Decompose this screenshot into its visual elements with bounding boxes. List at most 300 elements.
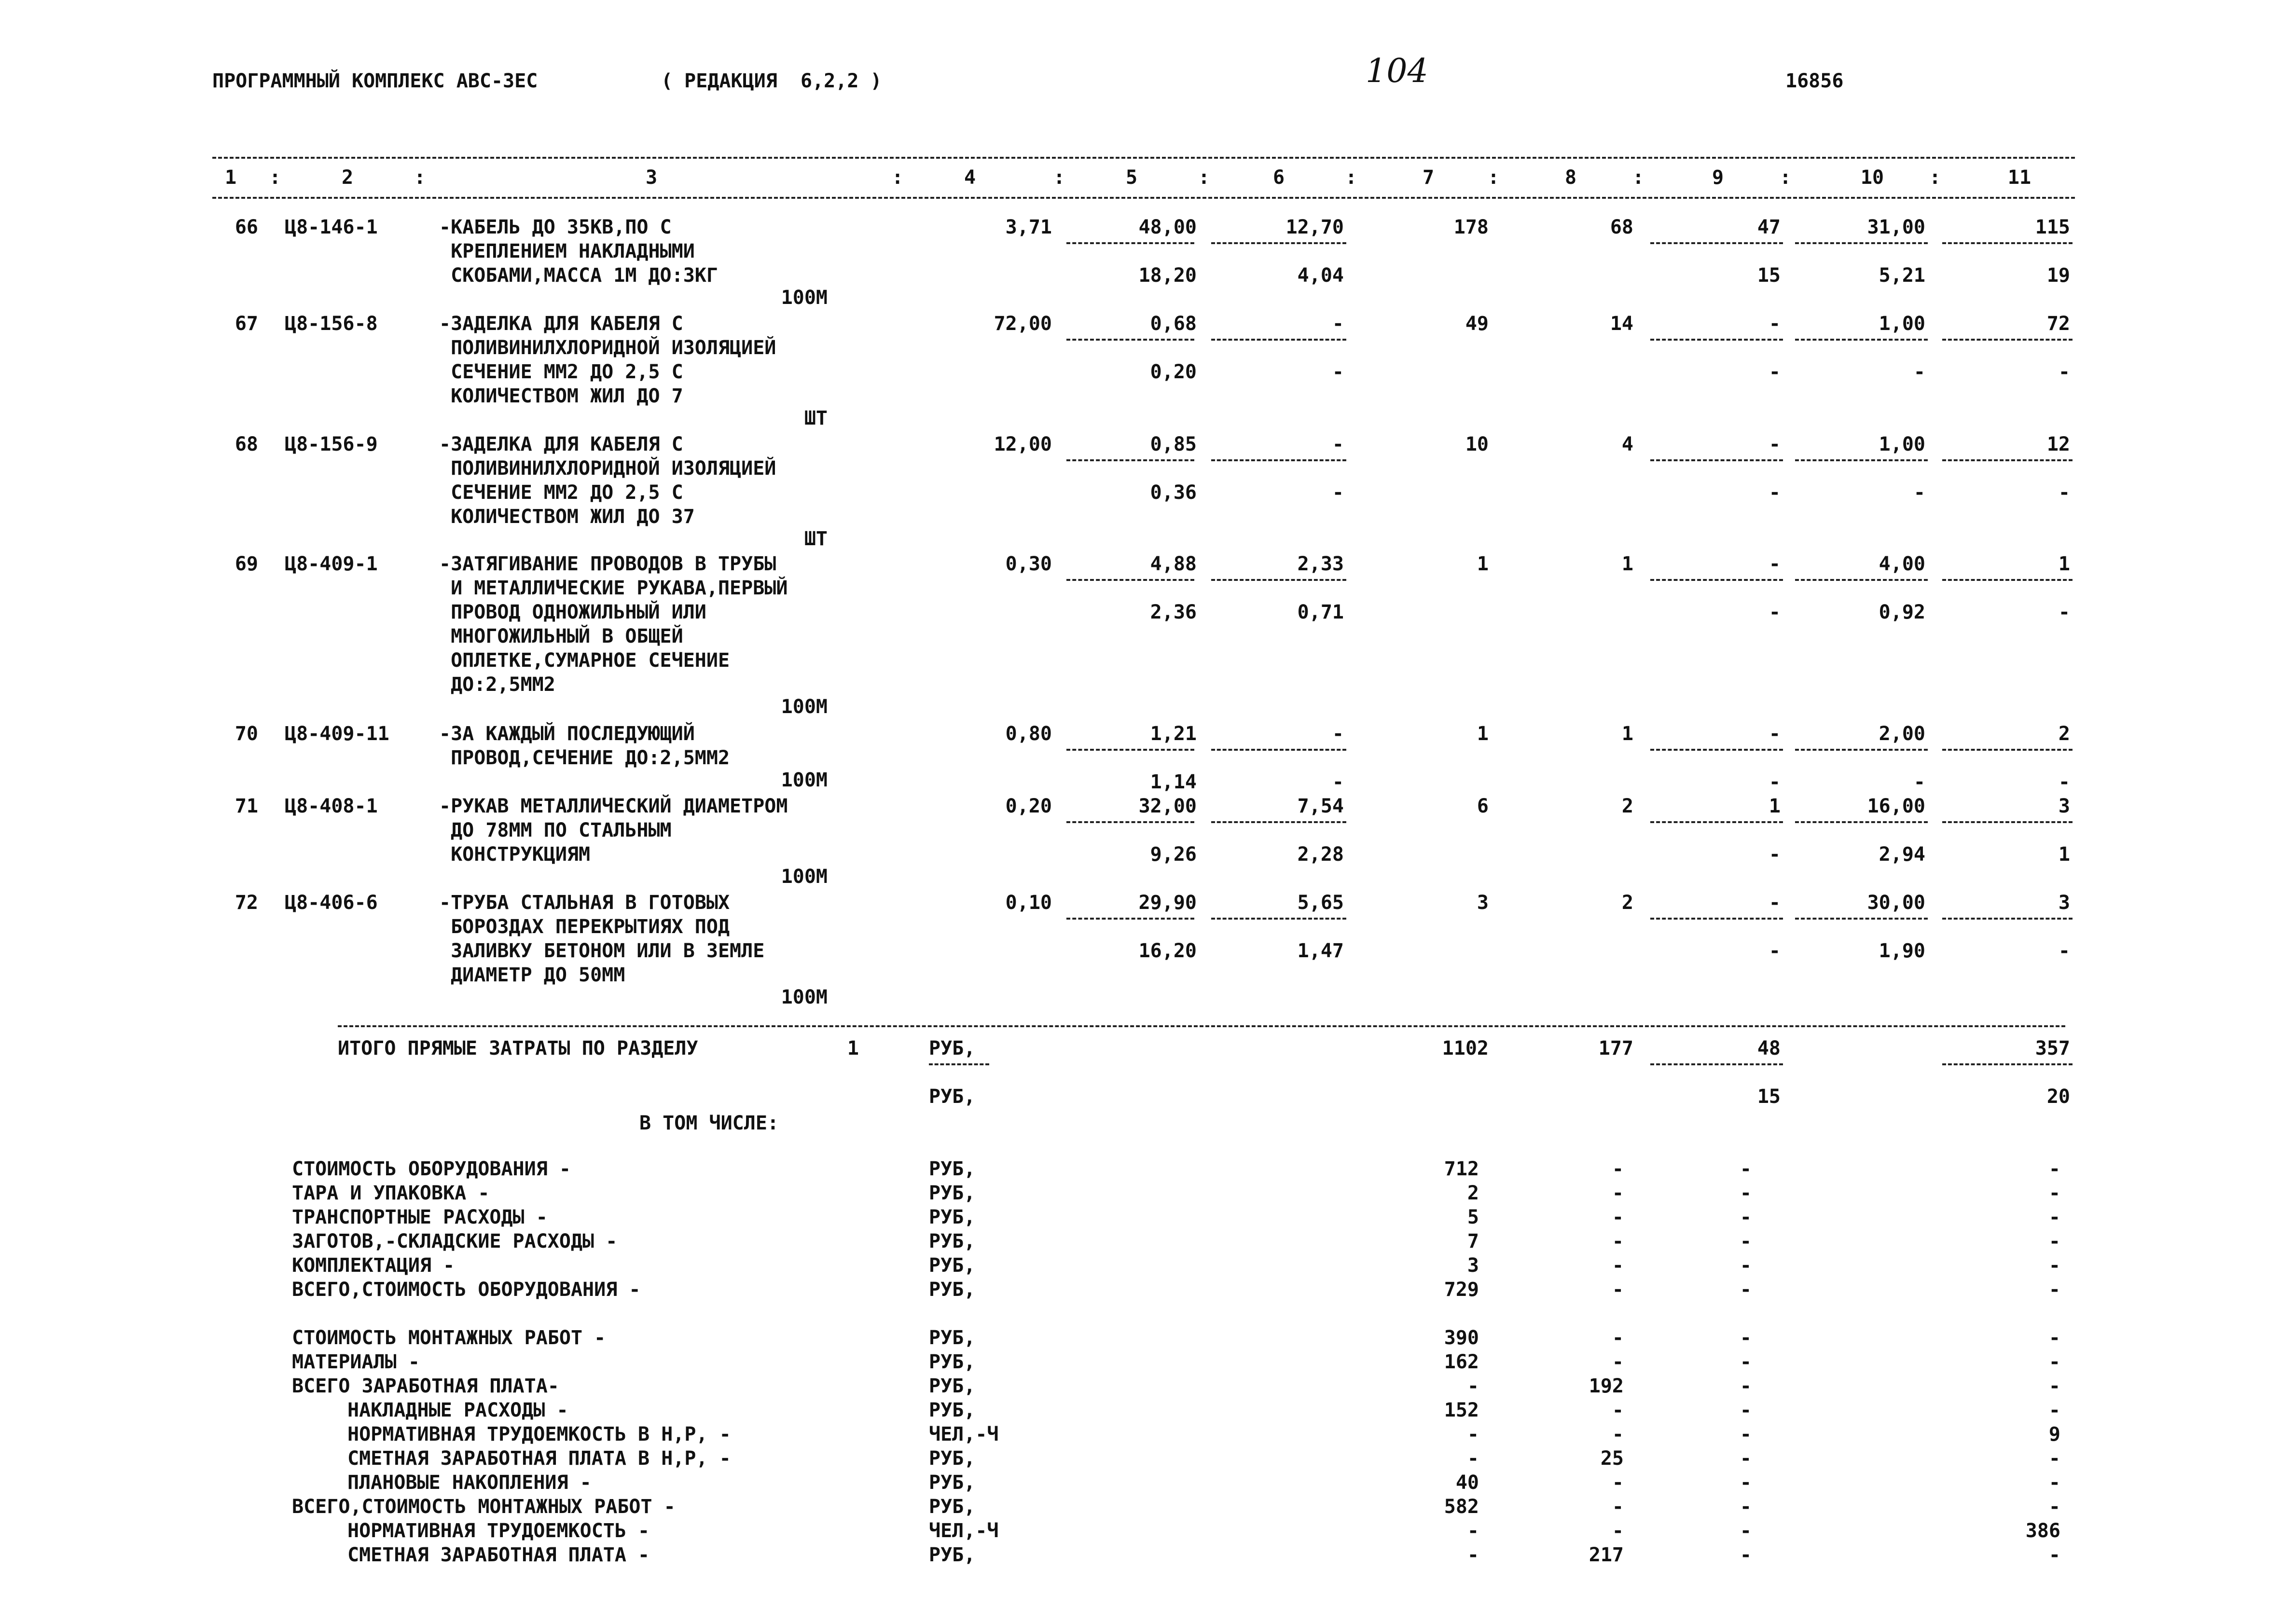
c10-rule xyxy=(1795,459,1928,461)
summary-label: ПЛАНОВЫЕ НАКОПЛЕНИЯ - xyxy=(347,1472,592,1494)
total-c9: 48 xyxy=(1757,1037,1781,1060)
row-description-line: -РУКАВ МЕТАЛЛИЧЕСКИЙ ДИАМЕТРОМ xyxy=(439,795,788,817)
row-description-line: ОПЛЕТКЕ,СУМАРНОЕ СЕЧЕНИЕ xyxy=(439,649,730,672)
c11-top: 1 xyxy=(2058,553,2070,575)
row-unit: 100М xyxy=(781,866,828,888)
summary-unit: РУБ, xyxy=(929,1399,976,1421)
c11-bottom: - xyxy=(2058,361,2070,383)
column-header-4: 3 xyxy=(645,166,658,189)
summary-c7: 390 xyxy=(1444,1327,1479,1349)
summary-label: НОРМАТИВНАЯ ТРУДОЕМКОСТЬ В Н,Р, - xyxy=(347,1423,731,1445)
including-label: В ТОМ ЧИСЛЕ: xyxy=(639,1112,779,1134)
summary-c11: - xyxy=(2048,1182,2060,1204)
summary-label: МАТЕРИАЛЫ - xyxy=(292,1351,420,1373)
summary-label: НОРМАТИВНАЯ ТРУДОЕМКОСТЬ - xyxy=(347,1520,650,1542)
c6-rule xyxy=(1211,242,1346,244)
summary-c8: - xyxy=(1612,1472,1624,1494)
summary-c8: - xyxy=(1612,1158,1624,1180)
summary-c7: 3 xyxy=(1467,1254,1479,1277)
c10-top: 30,00 xyxy=(1867,892,1925,914)
summary-c9: - xyxy=(1740,1279,1752,1301)
c5-rule xyxy=(1066,242,1194,244)
summary-c11: - xyxy=(2048,1279,2060,1301)
summary-unit: РУБ, xyxy=(929,1327,976,1349)
c11-rule xyxy=(1942,339,2073,341)
summary-c7: 40 xyxy=(1455,1472,1479,1494)
c9-rule xyxy=(1650,459,1783,461)
summary-label: СТОИМОСТЬ ОБОРУДОВАНИЯ - xyxy=(292,1158,571,1180)
c5-top: 48,00 xyxy=(1138,216,1197,238)
row-description-line: КОЛИЧЕСТВОМ ЖИЛ ДО 7 xyxy=(439,385,683,407)
summary-c9: - xyxy=(1740,1520,1752,1542)
summary-c8: - xyxy=(1612,1399,1624,1421)
c6-rule xyxy=(1211,918,1346,920)
c11-top: 115 xyxy=(2035,216,2070,238)
c9-top: - xyxy=(1769,313,1781,335)
summary-c9: - xyxy=(1740,1327,1752,1349)
row-code: Ц8-409-1 xyxy=(285,553,378,575)
summary-label: КОМПЛЕКТАЦИЯ - xyxy=(292,1254,455,1277)
summary-label: ЗАГОТОВ,-СКЛАДСКИЕ РАСХОДЫ - xyxy=(292,1230,618,1252)
total-rule xyxy=(338,1025,2065,1027)
summary-c9: - xyxy=(1740,1472,1752,1494)
row-description-line: -КАБЕЛЬ ДО 35КВ,ПО С xyxy=(439,216,672,238)
col4-quantity: 0,30 xyxy=(1005,553,1052,575)
row-description-line: И МЕТАЛЛИЧЕСКИЕ РУКАВА,ПЕРВЫЙ xyxy=(439,577,788,599)
column-header-13: : xyxy=(1487,166,1500,189)
c10-top: 1,00 xyxy=(1879,313,1925,335)
summary-c9: - xyxy=(1740,1375,1752,1397)
row-description-line: ПОЛИВИНИЛХЛОРИДНОЙ ИЗОЛЯЦИЕЙ xyxy=(439,457,776,480)
summary-c7: - xyxy=(1467,1423,1479,1445)
total-unit-second: РУБ, xyxy=(929,1086,976,1108)
summary-c11: - xyxy=(2048,1254,2060,1277)
column-header-17: : xyxy=(1779,166,1792,189)
c5-bottom: 18,20 xyxy=(1138,264,1197,287)
c6-bottom: 2,28 xyxy=(1297,843,1344,866)
c10-top: 4,00 xyxy=(1879,553,1925,575)
summary-c7: 729 xyxy=(1444,1279,1479,1301)
summary-c9: - xyxy=(1740,1206,1752,1228)
total-c7: 1102 xyxy=(1442,1037,1489,1060)
summary-c8: - xyxy=(1612,1423,1624,1445)
total-unit-rule xyxy=(929,1063,989,1065)
c10-bottom: 5,21 xyxy=(1879,264,1925,287)
col4-quantity: 0,20 xyxy=(1005,795,1052,817)
c11-bottom: - xyxy=(2058,771,2070,793)
row-description-line: ПРОВОД ОДНОЖИЛЬНЫЙ ИЛИ xyxy=(439,601,706,623)
row-number: 66 xyxy=(235,216,258,238)
summary-unit: РУБ, xyxy=(929,1351,976,1373)
summary-c11: - xyxy=(2048,1351,2060,1373)
column-header-1: : xyxy=(269,166,281,189)
c9-top: - xyxy=(1769,723,1781,745)
c6-top: - xyxy=(1332,433,1344,455)
c5-rule xyxy=(1066,821,1194,823)
column-header-6: 4 xyxy=(964,166,976,189)
total-c8: 177 xyxy=(1598,1037,1633,1060)
c11-bottom: 1 xyxy=(2058,843,2070,866)
row-code: Ц8-406-6 xyxy=(285,892,378,914)
c9-rule xyxy=(1650,242,1783,244)
c7-value: 1 xyxy=(1477,723,1489,745)
c10-rule xyxy=(1795,749,1928,751)
c10-rule xyxy=(1795,918,1928,920)
row-description-line: ДО:2,5ММ2 xyxy=(439,674,555,696)
c5-rule xyxy=(1066,579,1194,581)
column-header-19: : xyxy=(1929,166,1941,189)
c7-value: 3 xyxy=(1477,892,1489,914)
c6-bottom: 1,47 xyxy=(1297,940,1344,962)
c5-bottom: 0,36 xyxy=(1150,482,1197,504)
c11-top: 2 xyxy=(2058,723,2070,745)
program-edition: ( РЕДАКЦИЯ 6,2,2 ) xyxy=(661,70,882,92)
row-number: 71 xyxy=(235,795,258,817)
c9-bottom: - xyxy=(1769,361,1781,383)
c7-value: 10 xyxy=(1465,433,1489,455)
summary-c8: - xyxy=(1612,1351,1624,1373)
c9-bottom: 15 xyxy=(1757,264,1781,287)
row-description-line: КРЕПЛЕНИЕМ НАКЛАДНЫМИ xyxy=(439,240,695,262)
row-description-line: ДО 78ММ ПО СТАЛЬНЫМ xyxy=(439,819,672,841)
c7-value: 49 xyxy=(1465,313,1489,335)
c10-bottom: 2,94 xyxy=(1879,843,1925,866)
c11-bottom: 19 xyxy=(2046,264,2070,287)
c11-rule xyxy=(1942,579,2073,581)
summary-c7: - xyxy=(1467,1375,1479,1397)
c9-rule xyxy=(1650,579,1783,581)
row-code: Ц8-409-11 xyxy=(285,723,389,745)
c6-top: 5,65 xyxy=(1297,892,1344,914)
row-description-line: СЕЧЕНИЕ ММ2 ДО 2,5 С xyxy=(439,482,683,504)
c6-rule xyxy=(1211,821,1346,823)
summary-c9: - xyxy=(1740,1351,1752,1373)
summary-c11: - xyxy=(2048,1158,2060,1180)
c5-rule xyxy=(1066,918,1194,920)
summary-unit: РУБ, xyxy=(929,1158,976,1180)
row-number: 70 xyxy=(235,723,258,745)
row-code: Ц8-156-8 xyxy=(285,313,378,335)
total-c11-rule xyxy=(1942,1063,2073,1065)
c6-bottom: - xyxy=(1332,361,1344,383)
c5-bottom: 9,26 xyxy=(1150,843,1197,866)
summary-c8: 25 xyxy=(1600,1447,1624,1470)
c9-bottom: - xyxy=(1769,601,1781,623)
c6-rule xyxy=(1211,749,1346,751)
summary-c9: - xyxy=(1740,1230,1752,1252)
c9-bottom: - xyxy=(1769,482,1781,504)
handwritten-page-number: 104 xyxy=(1366,52,1428,90)
c9-bottom: - xyxy=(1769,843,1781,866)
c11-top: 72 xyxy=(2046,313,2070,335)
row-unit: 100М xyxy=(781,696,828,718)
c6-top: 12,70 xyxy=(1285,216,1344,238)
col4-quantity: 0,80 xyxy=(1005,723,1052,745)
summary-c11: - xyxy=(2048,1472,2060,1494)
c6-rule xyxy=(1211,459,1346,461)
column-header-15: : xyxy=(1632,166,1644,189)
c8-value: 1 xyxy=(1621,723,1633,745)
column-header-8: 5 xyxy=(1125,166,1138,189)
summary-unit: РУБ, xyxy=(929,1472,976,1494)
c6-bottom: 4,04 xyxy=(1297,264,1344,287)
summary-c9: - xyxy=(1740,1254,1752,1277)
summary-c7: 582 xyxy=(1444,1496,1479,1518)
c11-bottom: - xyxy=(2058,601,2070,623)
c5-top: 0,68 xyxy=(1150,313,1197,335)
row-description-line: КОНСТРУКЦИЯМ xyxy=(439,843,591,866)
summary-c11: - xyxy=(2048,1327,2060,1349)
c7-value: 6 xyxy=(1477,795,1489,817)
row-description-line: КОЛИЧЕСТВОМ ЖИЛ ДО 37 xyxy=(439,506,695,528)
column-header-0: 1 xyxy=(224,166,237,189)
c5-rule xyxy=(1066,749,1194,751)
summary-unit: РУБ, xyxy=(929,1206,976,1228)
row-code: Ц8-408-1 xyxy=(285,795,378,817)
summary-c11: - xyxy=(2048,1544,2060,1566)
c10-rule xyxy=(1795,821,1928,823)
summary-unit: РУБ, xyxy=(929,1447,976,1470)
c8-value: 2 xyxy=(1621,892,1633,914)
c9-top: - xyxy=(1769,433,1781,455)
total-section: 1 xyxy=(847,1037,859,1060)
summary-label: ТАРА И УПАКОВКА - xyxy=(292,1182,490,1204)
row-description-line: СКОБАМИ,МАССА 1М ДО:3КГ xyxy=(439,264,718,287)
summary-c8: - xyxy=(1612,1279,1624,1301)
summary-label: СМЕТНАЯ ЗАРАБОТНАЯ ПЛАТА - xyxy=(347,1544,650,1566)
row-number: 68 xyxy=(235,433,258,455)
row-description-line: БОРОЗДАХ ПЕРЕКРЫТИЯХ ПОД xyxy=(439,916,730,938)
column-header-11: : xyxy=(1345,166,1357,189)
c6-bottom: 0,71 xyxy=(1297,601,1344,623)
c10-bottom: 0,92 xyxy=(1879,601,1925,623)
row-code: Ц8-156-9 xyxy=(285,433,378,455)
c5-bottom: 0,20 xyxy=(1150,361,1197,383)
c5-top: 4,88 xyxy=(1150,553,1197,575)
c9-rule xyxy=(1650,339,1783,341)
summary-c11: - xyxy=(2048,1375,2060,1397)
c10-rule xyxy=(1795,242,1928,244)
total-c9-rule xyxy=(1650,1063,1783,1065)
summary-label: ВСЕГО,СТОИМОСТЬ МОНТАЖНЫХ РАБОТ - xyxy=(292,1496,676,1518)
summary-c8: - xyxy=(1612,1327,1624,1349)
c5-bottom: 2,36 xyxy=(1150,601,1197,623)
summary-unit: РУБ, xyxy=(929,1279,976,1301)
summary-c7: 7 xyxy=(1467,1230,1479,1252)
column-header-5: : xyxy=(891,166,904,189)
summary-label: НАКЛАДНЫЕ РАСХОДЫ - xyxy=(347,1399,568,1421)
c6-bottom: - xyxy=(1332,482,1344,504)
summary-c11: 386 xyxy=(2025,1520,2060,1542)
c11-top: 3 xyxy=(2058,795,2070,817)
total-unit: РУБ, xyxy=(929,1037,976,1060)
c11-bottom: - xyxy=(2058,940,2070,962)
c5-rule xyxy=(1066,459,1194,461)
c6-rule xyxy=(1211,339,1346,341)
total-label: ИТОГО ПРЯМЫЕ ЗАТРАТЫ ПО РАЗДЕЛУ xyxy=(338,1037,698,1060)
summary-c8: - xyxy=(1612,1520,1624,1542)
row-unit: 100М xyxy=(781,287,828,309)
summary-c7: 152 xyxy=(1444,1399,1479,1421)
row-unit: ШТ xyxy=(804,407,828,429)
summary-c7: - xyxy=(1467,1447,1479,1470)
summary-c9: - xyxy=(1740,1182,1752,1204)
column-header-10: 6 xyxy=(1272,166,1285,189)
c11-bottom: - xyxy=(2058,482,2070,504)
summary-c9: - xyxy=(1740,1158,1752,1180)
c9-rule xyxy=(1650,749,1783,751)
c8-value: 1 xyxy=(1621,553,1633,575)
row-description-line: -ЗАТЯГИВАНИЕ ПРОВОДОВ В ТРУБЫ xyxy=(439,553,776,575)
summary-c8: 217 xyxy=(1589,1544,1624,1566)
row-description-line: -ЗАДЕЛКА ДЛЯ КАБЕЛЯ С xyxy=(439,433,683,455)
c6-top: - xyxy=(1332,313,1344,335)
summary-unit: РУБ, xyxy=(929,1544,976,1566)
header-rule-bottom xyxy=(212,197,2075,199)
row-description-line: -ЗАДЕЛКА ДЛЯ КАБЕЛЯ С xyxy=(439,313,683,335)
summary-unit: ЧЕЛ,-Ч xyxy=(929,1520,999,1542)
summary-c8: 192 xyxy=(1589,1375,1624,1397)
summary-unit: РУБ, xyxy=(929,1182,976,1204)
summary-unit: РУБ, xyxy=(929,1254,976,1277)
c5-bottom: 16,20 xyxy=(1138,940,1197,962)
row-unit: ШТ xyxy=(804,528,828,550)
summary-c11: - xyxy=(2048,1447,2060,1470)
summary-c7: 5 xyxy=(1467,1206,1479,1228)
column-header-16: 9 xyxy=(1712,166,1724,189)
summary-label: СТОИМОСТЬ МОНТАЖНЫХ РАБОТ - xyxy=(292,1327,606,1349)
summary-c9: - xyxy=(1740,1496,1752,1518)
row-unit: 100М xyxy=(781,769,828,791)
summary-label: ВСЕГО,СТОИМОСТЬ ОБОРУДОВАНИЯ - xyxy=(292,1279,641,1301)
summary-c11: - xyxy=(2048,1399,2060,1421)
column-header-3: : xyxy=(414,166,426,189)
c11-rule xyxy=(1942,242,2073,244)
summary-c7: - xyxy=(1467,1544,1479,1566)
c11-top: 3 xyxy=(2058,892,2070,914)
summary-c11: - xyxy=(2048,1496,2060,1518)
c9-bottom: - xyxy=(1769,940,1781,962)
summary-c8: - xyxy=(1612,1254,1624,1277)
summary-label: ТРАНСПОРТНЫЕ РАСХОДЫ - xyxy=(292,1206,548,1228)
c9-rule xyxy=(1650,918,1783,920)
row-description-line: -ЗА КАЖДЫЙ ПОСЛЕДУЮЩИЙ xyxy=(439,723,695,745)
c11-top: 12 xyxy=(2046,433,2070,455)
c11-rule xyxy=(1942,821,2073,823)
header-rule-top xyxy=(212,157,2075,159)
row-number: 67 xyxy=(235,313,258,335)
column-header-14: 8 xyxy=(1564,166,1577,189)
c11-rule xyxy=(1942,749,2073,751)
row-description-line: ЗАЛИВКУ БЕТОНОМ ИЛИ В ЗЕМЛЕ xyxy=(439,940,765,962)
c5-top: 32,00 xyxy=(1138,795,1197,817)
summary-c7: 712 xyxy=(1444,1158,1479,1180)
c8-value: 68 xyxy=(1610,216,1633,238)
c9-top: 1 xyxy=(1769,795,1781,817)
summary-c9: - xyxy=(1740,1399,1752,1421)
c10-bottom: - xyxy=(1913,361,1925,383)
c7-value: 1 xyxy=(1477,553,1489,575)
c8-value: 14 xyxy=(1610,313,1633,335)
c5-bottom: 1,14 xyxy=(1150,771,1197,793)
row-unit: 100М xyxy=(781,986,828,1008)
summary-c9: - xyxy=(1740,1447,1752,1470)
c11-rule xyxy=(1942,918,2073,920)
row-number: 72 xyxy=(235,892,258,914)
program-title: ПРОГРАММНЫЙ КОМПЛЕКС АВС-3ЕС xyxy=(212,70,538,92)
summary-c8: - xyxy=(1612,1230,1624,1252)
col4-quantity: 3,71 xyxy=(1005,216,1052,238)
column-header-20: 11 xyxy=(2007,166,2031,189)
c5-top: 29,90 xyxy=(1138,892,1197,914)
row-description-line: ДИАМЕТР ДО 50ММ xyxy=(439,964,625,986)
col4-quantity: 12,00 xyxy=(994,433,1052,455)
c10-bottom: - xyxy=(1913,771,1925,793)
total-c11-bottom: 20 xyxy=(2046,1086,2070,1108)
summary-c11: 9 xyxy=(2048,1423,2060,1445)
summary-c7: - xyxy=(1467,1520,1479,1542)
c5-top: 1,21 xyxy=(1150,723,1197,745)
summary-c8: - xyxy=(1612,1206,1624,1228)
row-description-line: СЕЧЕНИЕ ММ2 ДО 2,5 С xyxy=(439,361,683,383)
c10-top: 1,00 xyxy=(1879,433,1925,455)
row-description-line: -ТРУБА СТАЛЬНАЯ В ГОТОВЫХ xyxy=(439,892,730,914)
col4-quantity: 0,10 xyxy=(1005,892,1052,914)
column-header-9: : xyxy=(1198,166,1210,189)
summary-c11: - xyxy=(2048,1230,2060,1252)
summary-label: ВСЕГО ЗАРАБОТНАЯ ПЛАТА- xyxy=(292,1375,559,1397)
c9-rule xyxy=(1650,821,1783,823)
c5-rule xyxy=(1066,339,1194,341)
c11-rule xyxy=(1942,459,2073,461)
summary-unit: ЧЕЛ,-Ч xyxy=(929,1423,999,1445)
row-description-line: ПОЛИВИНИЛХЛОРИДНОЙ ИЗОЛЯЦИЕЙ xyxy=(439,337,776,359)
summary-c7: 2 xyxy=(1467,1182,1479,1204)
c6-bottom: - xyxy=(1332,771,1344,793)
c10-bottom: 1,90 xyxy=(1879,940,1925,962)
summary-unit: РУБ, xyxy=(929,1375,976,1397)
c10-top: 2,00 xyxy=(1879,723,1925,745)
c8-value: 4 xyxy=(1621,433,1633,455)
summary-c9: - xyxy=(1740,1423,1752,1445)
c9-top: 47 xyxy=(1757,216,1781,238)
c9-top: - xyxy=(1769,553,1781,575)
column-header-7: : xyxy=(1053,166,1065,189)
c9-top: - xyxy=(1769,892,1781,914)
c10-bottom: - xyxy=(1913,482,1925,504)
summary-unit: РУБ, xyxy=(929,1230,976,1252)
c7-value: 178 xyxy=(1453,216,1489,238)
c10-rule xyxy=(1795,579,1928,581)
column-header-18: 10 xyxy=(1860,166,1884,189)
col4-quantity: 72,00 xyxy=(994,313,1052,335)
summary-unit: РУБ, xyxy=(929,1496,976,1518)
c9-bottom: - xyxy=(1769,771,1781,793)
column-header-2: 2 xyxy=(341,166,354,189)
summary-c8: - xyxy=(1612,1182,1624,1204)
row-number: 69 xyxy=(235,553,258,575)
c10-top: 16,00 xyxy=(1867,795,1925,817)
c6-top: 7,54 xyxy=(1297,795,1344,817)
c10-rule xyxy=(1795,339,1928,341)
c10-top: 31,00 xyxy=(1867,216,1925,238)
c6-top: 2,33 xyxy=(1297,553,1344,575)
row-description-line: МНОГОЖИЛЬНЫЙ В ОБЩЕЙ xyxy=(439,625,683,647)
row-code: Ц8-146-1 xyxy=(285,216,378,238)
total-c11: 357 xyxy=(2035,1037,2070,1060)
document-number: 16856 xyxy=(1785,70,1844,92)
column-header-12: 7 xyxy=(1422,166,1435,189)
